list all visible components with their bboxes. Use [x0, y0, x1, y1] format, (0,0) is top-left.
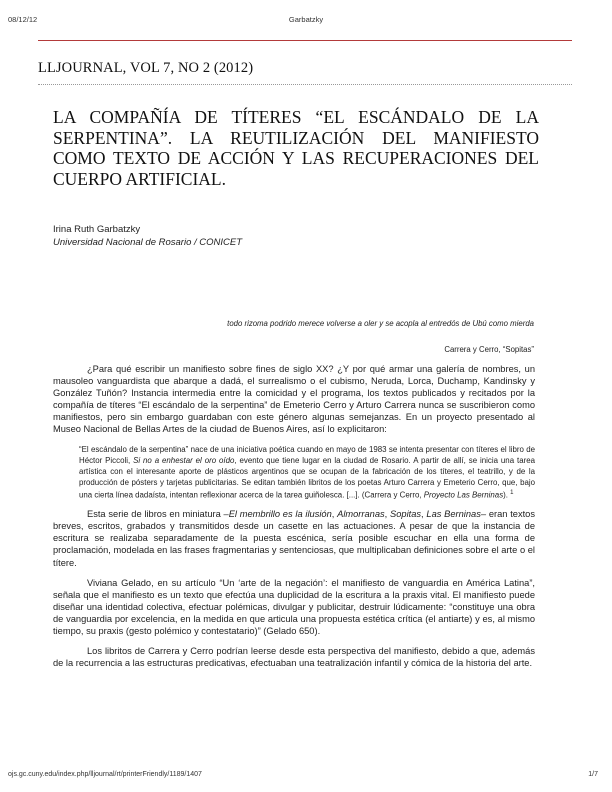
p2-sep-1: , — [331, 509, 338, 520]
article-title: LA COMPAÑÍA DE TÍTERES “EL ESCÁNDALO DE LA SERPENTINA”. LA REUTILIZACIÓN DEL MANIFIESTO COMO TEXTO DE ACCIÓN Y LAS RECUPERACIONES DEL CUERPO ARTIFICIAL. — [53, 107, 539, 189]
print-title: Garbatzky — [288, 15, 324, 24]
quote-text-a: “El escándalo de la serpentina” nace de una iniciativa poética cuando en mayo de 1983 se intenta presentar con títeres el libro de Héctor Piccoli, — [79, 444, 535, 465]
p2-sep-3: , — [421, 509, 427, 520]
author-block — [53, 224, 242, 249]
quote-title-1: Si no a enhestar el oro oído — [133, 455, 235, 465]
paragraph-3: Viviana Gelado, en su artículo “Un ‘arte de la negación’: el manifiesto de vanguardia en América Latina”, señala que el manifiesto es un texto que efectúa una duplicidad de la escritura a la praxis vital. El manifiesto puede diseñar una identidad colectiva, efectuar polémicas, divulgar y publicitar, destruir lúdicamente: “constituye una obra de vanguardia por excelencia, en la medida en que articula una propuesta estética crítica (el antiarte) y es, al mismo tiempo, su praxis (gesto polémico y contestatario)” (Gelado 650). — [53, 577, 535, 637]
quote-text-b: , evento que tiene lugar en la ciudad de Rosario. A partir de allí, se inicia una tarea artística con el interesante aporte de plásticos argentinos que se ocupan de la fabricación de los títeres, el teatrillo, y de la producción de pósters y tarjetas publicitarias. Se editan también libritos de los poetas Arturo Carrera y Emeterio Cerro, que, bajo una cierta línea dadaísta, intentan reflexionar acerca de la tarea guiñolesca. [...]. (Carrera y Cerro, — [79, 455, 535, 500]
p2-text-b: – eran textos breves, escritos, grabados y transmitidos desde un casette en las actuaciones. A pesar de que la instancia de escritura se realizaba separadamente de la puesta escénica, sería posible escuchar en ella una forma de proclamación, modelada en las frases fragmentarias y sentenciosas, que multiplicaban definiciones sobre el arte o el títere. — [53, 509, 536, 568]
book-title-2: Almorranas — [337, 509, 385, 520]
paragraph-4: Los libritos de Carrera y Cerro podrían leerse desde esta perspectiva del manifiesto, debido a que, además de la recurrencia a las estructuras predicativas, efectuaban una teatralización infantil y cómica de la historia del arte. — [53, 646, 535, 669]
footnote-link[interactable]: 1 — [510, 489, 514, 496]
dotted-rule — [38, 84, 572, 85]
block-quote — [53, 444, 535, 501]
epigraph-source: Carrera y Cerro, “Sopitas” — [444, 345, 534, 354]
author-affiliation: Universidad Nacional de Rosario / CONICET — [53, 236, 243, 248]
p2-sep-2: , — [384, 509, 391, 520]
epigraph — [53, 318, 534, 355]
book-title-3: Sopitas — [390, 509, 422, 520]
book-title-1: El membrillo es la ilusión — [228, 509, 332, 520]
journal-title: LLJOURNAL, VOL 7, NO 2 (2012) — [38, 60, 254, 76]
epigraph-quote: todo rizoma podrido merece volverse a oler y se acopla al entredós de Ubú como mierda — [227, 319, 534, 328]
article-body — [53, 363, 535, 677]
top-rule — [38, 40, 572, 41]
print-footer — [8, 771, 604, 783]
print-header — [8, 15, 604, 27]
page-number: 1/7 — [588, 771, 598, 778]
quote-title-2: Proyecto Las Berninas — [423, 490, 504, 500]
p2-text-a: Esta serie de libros en miniatura – — [87, 509, 229, 520]
author-name: Irina Ruth Garbatzky — [53, 224, 141, 235]
quote-text-c: ). — [503, 490, 511, 500]
page-url: ojs.gc.cuny.edu/index.php/lljournal/rt/printerFriendly/1189/1407 — [8, 771, 202, 778]
paragraph-2 — [53, 508, 535, 568]
print-date: 08/12/12 — [8, 15, 38, 24]
paragraph-1: ¿Para qué escribir un manifiesto sobre fines de siglo XX? ¿Y por qué armar una galería de nombres, un mausoleo vanguardista que abarque a dadá, el surrealismo o el cubismo, Neruda, Lorca, Duchamp, Kandinsky y González Tuñón? Instancia intermedia entre la comicidad y el programa, los textos publicados y recitados por la compañía de títeres “El escándalo de la serpentina” de Emeterio Cerro y Arturo Carrera nunca se suscribieron como manifiestos, pero sin embargo guardaban con este género algunas semejanzas. En un proyecto presentado al Museo Nacional de Bellas Artes de la ciudad de Buenos Aires, así lo explicitaron: — [53, 364, 535, 435]
book-title-4: Las Berninas — [426, 509, 481, 520]
